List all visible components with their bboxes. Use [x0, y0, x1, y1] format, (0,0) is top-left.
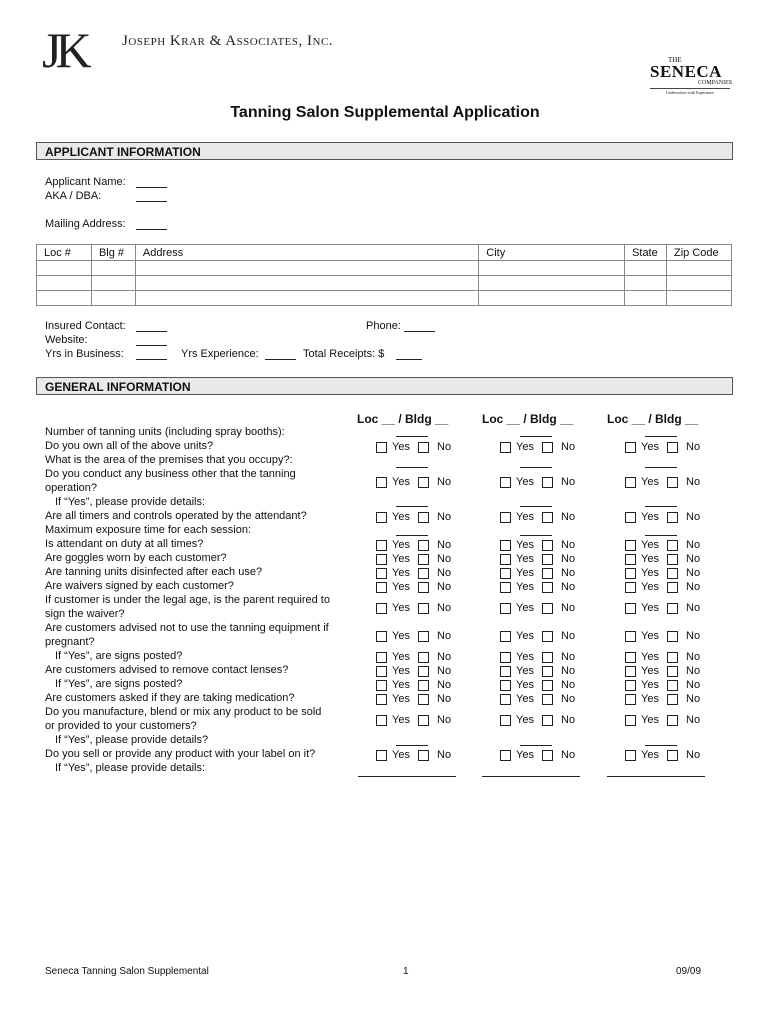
yes-checkbox[interactable] [625, 652, 636, 663]
yes-checkbox[interactable] [376, 680, 387, 691]
no-label: No [561, 441, 576, 453]
col-state: State [625, 245, 667, 261]
footer-left: Seneca Tanning Salon Supplemental [45, 966, 209, 977]
no-checkbox[interactable] [667, 750, 678, 761]
yes-label: Yes [516, 511, 534, 523]
no-checkbox[interactable] [542, 512, 553, 523]
insured-contact-label: Insured Contact: [45, 320, 126, 332]
yes-label: Yes [516, 602, 534, 614]
yes-checkbox[interactable] [376, 442, 387, 453]
no-label: No [686, 630, 701, 642]
answer-line[interactable] [396, 467, 428, 468]
yes-checkbox[interactable] [625, 512, 636, 523]
no-checkbox[interactable] [667, 603, 678, 614]
question-label: or provided to your customers? [45, 720, 197, 732]
yes-checkbox[interactable] [500, 715, 511, 726]
no-checkbox[interactable] [418, 680, 429, 691]
yes-label: Yes [392, 581, 410, 593]
question-label: operation? [45, 482, 97, 494]
yes-label: Yes [516, 476, 534, 488]
yes-checkbox[interactable] [500, 652, 511, 663]
yes-label: Yes [641, 441, 659, 453]
no-checkbox[interactable] [667, 512, 678, 523]
yes-checkbox[interactable] [376, 631, 387, 642]
yrs-experience-label: Yrs Experience: [181, 348, 259, 360]
yes-label: Yes [392, 539, 410, 551]
yes-label: Yes [641, 602, 659, 614]
loc-bldg-header-2: Loc __ / Bldg __ [482, 412, 574, 426]
no-checkbox[interactable] [418, 603, 429, 614]
no-label: No [686, 553, 701, 565]
question-label: Is attendant on duty at all times? [45, 538, 204, 550]
question-label: Are goggles worn by each customer? [45, 552, 227, 564]
no-label: No [686, 679, 701, 691]
yes-label: Yes [516, 679, 534, 691]
loc-bldg-header-1: Loc __ / Bldg __ [357, 412, 449, 426]
no-label: No [686, 511, 701, 523]
no-checkbox[interactable] [667, 652, 678, 663]
yes-checkbox[interactable] [500, 540, 511, 551]
yes-label: Yes [641, 693, 659, 705]
question-label: Do you manufacture, blend or mix any product to be sold [45, 706, 322, 718]
yes-label: Yes [641, 553, 659, 565]
yes-label: Yes [516, 749, 534, 761]
no-checkbox[interactable] [418, 750, 429, 761]
no-checkbox[interactable] [418, 442, 429, 453]
answer-line[interactable] [520, 535, 552, 536]
no-checkbox[interactable] [667, 442, 678, 453]
no-label: No [561, 567, 576, 579]
yes-label: Yes [641, 476, 659, 488]
no-label: No [437, 693, 452, 705]
yes-label: Yes [392, 679, 410, 691]
question-label: pregnant? [45, 636, 95, 648]
aka-label: AKA / DBA: [45, 190, 102, 202]
details-line[interactable] [482, 776, 580, 777]
answer-line[interactable] [520, 467, 552, 468]
no-label: No [437, 581, 452, 593]
no-label: No [561, 476, 576, 488]
no-checkbox[interactable] [667, 477, 678, 488]
no-checkbox[interactable] [418, 512, 429, 523]
yes-checkbox[interactable] [500, 477, 511, 488]
no-checkbox[interactable] [418, 715, 429, 726]
question-label: Maximum exposure time for each session: [45, 524, 252, 536]
yes-checkbox[interactable] [500, 750, 511, 761]
no-checkbox[interactable] [542, 652, 553, 663]
phone-field[interactable] [404, 322, 435, 332]
no-checkbox[interactable] [542, 603, 553, 614]
yes-label: Yes [641, 714, 659, 726]
yrs-experience-field[interactable] [265, 350, 296, 360]
question-label: Do you own all of the above units? [45, 440, 214, 452]
yes-checkbox[interactable] [376, 603, 387, 614]
no-checkbox[interactable] [542, 694, 553, 705]
answer-line[interactable] [645, 535, 677, 536]
no-label: No [437, 679, 452, 691]
col-city: City [479, 245, 625, 261]
yes-label: Yes [392, 476, 410, 488]
applicant-name-label: Applicant Name: [45, 176, 126, 188]
yes-checkbox[interactable] [625, 582, 636, 593]
no-checkbox[interactable] [418, 582, 429, 593]
location-table-header [37, 245, 732, 261]
no-label: No [561, 511, 576, 523]
yes-label: Yes [516, 581, 534, 593]
yes-label: Yes [516, 630, 534, 642]
yes-label: Yes [641, 567, 659, 579]
yes-checkbox[interactable] [625, 666, 636, 677]
yes-label: Yes [516, 567, 534, 579]
yes-checkbox[interactable] [376, 554, 387, 565]
yes-label: Yes [392, 665, 410, 677]
yes-checkbox[interactable] [500, 582, 511, 593]
yes-label: Yes [392, 693, 410, 705]
question-label: Do you sell or provide any product with your label on it? [45, 748, 316, 760]
no-checkbox[interactable] [418, 694, 429, 705]
yes-checkbox[interactable] [625, 477, 636, 488]
yes-checkbox[interactable] [625, 694, 636, 705]
no-label: No [561, 693, 576, 705]
no-label: No [561, 665, 576, 677]
table-row[interactable] [37, 291, 732, 306]
seneca-name: SENECA [650, 62, 722, 81]
no-checkbox[interactable] [542, 582, 553, 593]
question-label: If “Yes”, are signs posted? [55, 650, 183, 662]
yes-checkbox[interactable] [500, 568, 511, 579]
question-label: Are all timers and controls operated by the attendant? [45, 510, 307, 522]
mailing-address-label: Mailing Address: [45, 218, 126, 230]
no-checkbox[interactable] [418, 631, 429, 642]
no-label: No [686, 749, 701, 761]
yes-label: Yes [516, 693, 534, 705]
aka-field[interactable] [136, 192, 167, 202]
yes-label: Yes [392, 511, 410, 523]
yes-label: Yes [641, 679, 659, 691]
no-label: No [561, 749, 576, 761]
no-label: No [686, 665, 701, 677]
footer-date: 09/09 [676, 966, 702, 977]
question-label: What is the area of the premises that you occupy?: [45, 454, 293, 466]
yes-checkbox[interactable] [500, 603, 511, 614]
question-label: If “Yes”, please provide details: [55, 762, 206, 774]
no-label: No [561, 630, 576, 642]
no-checkbox[interactable] [542, 554, 553, 565]
total-receipts-field[interactable] [396, 350, 422, 360]
jk-logo: JK [42, 22, 86, 78]
question-label: Are waivers signed by each customer? [45, 580, 234, 592]
no-checkbox[interactable] [542, 715, 553, 726]
yes-label: Yes [641, 539, 659, 551]
no-checkbox[interactable] [418, 477, 429, 488]
yes-label: Yes [392, 602, 410, 614]
no-label: No [437, 476, 452, 488]
question-label: If customer is under the legal age, is the parent required to [45, 594, 330, 606]
no-label: No [561, 553, 576, 565]
no-label: No [437, 567, 452, 579]
yes-label: Yes [392, 651, 410, 663]
page-title: Tanning Salon Supplemental Application [230, 104, 540, 121]
no-checkbox[interactable] [418, 568, 429, 579]
no-checkbox[interactable] [667, 582, 678, 593]
yes-checkbox[interactable] [625, 680, 636, 691]
yes-checkbox[interactable] [500, 694, 511, 705]
question-label: Are tanning units disinfected after each use? [45, 566, 263, 578]
question-label: If “Yes”, please provide details: [55, 496, 206, 508]
yes-label: Yes [392, 630, 410, 642]
yes-checkbox[interactable] [376, 652, 387, 663]
answer-line[interactable] [645, 745, 677, 746]
question-label: Are customers asked if they are taking medication? [45, 692, 295, 704]
no-label: No [686, 581, 701, 593]
no-checkbox[interactable] [418, 652, 429, 663]
yes-label: Yes [516, 651, 534, 663]
details-line[interactable] [607, 776, 705, 777]
yes-label: Yes [392, 441, 410, 453]
insured-contact-field[interactable] [136, 322, 167, 332]
yes-checkbox[interactable] [625, 442, 636, 453]
col-address: Address [135, 245, 478, 261]
yes-checkbox[interactable] [625, 554, 636, 565]
page-number: 1 [403, 966, 409, 977]
no-checkbox[interactable] [542, 631, 553, 642]
no-checkbox[interactable] [542, 442, 553, 453]
no-label: No [561, 714, 576, 726]
no-label: No [686, 693, 701, 705]
no-checkbox[interactable] [667, 680, 678, 691]
no-label: No [561, 679, 576, 691]
no-checkbox[interactable] [542, 680, 553, 691]
answer-line[interactable] [396, 436, 428, 437]
yes-checkbox[interactable] [376, 582, 387, 593]
company-name: Joseph Krar & Associates, Inc. [122, 33, 334, 49]
loc-bldg-header-3: Loc __ / Bldg __ [607, 412, 699, 426]
seneca-logo [650, 56, 736, 106]
general-section-header: GENERAL INFORMATION [36, 377, 733, 395]
yes-checkbox[interactable] [376, 477, 387, 488]
total-receipts-label: Total Receipts: $ [303, 348, 385, 360]
yes-label: Yes [641, 511, 659, 523]
yes-checkbox[interactable] [376, 512, 387, 523]
yes-checkbox[interactable] [625, 750, 636, 761]
no-label: No [437, 651, 452, 663]
no-label: No [561, 581, 576, 593]
yes-checkbox[interactable] [376, 750, 387, 761]
question-label: Are customers advised to remove contact lenses? [45, 664, 289, 676]
no-label: No [561, 539, 576, 551]
yes-checkbox[interactable] [500, 442, 511, 453]
yes-checkbox[interactable] [376, 666, 387, 677]
location-table [36, 244, 732, 306]
yes-label: Yes [516, 539, 534, 551]
no-label: No [686, 714, 701, 726]
question-label: Are customers advised not to use the tanning equipment if [45, 622, 329, 634]
no-checkbox[interactable] [667, 715, 678, 726]
yes-label: Yes [641, 749, 659, 761]
no-label: No [686, 602, 701, 614]
yes-checkbox[interactable] [625, 603, 636, 614]
answer-line[interactable] [396, 535, 428, 536]
no-checkbox[interactable] [418, 666, 429, 677]
answer-line[interactable] [520, 506, 552, 507]
seneca-the: THE [668, 56, 682, 64]
yes-label: Yes [516, 714, 534, 726]
yes-checkbox[interactable] [625, 540, 636, 551]
no-label: No [437, 553, 452, 565]
no-label: No [686, 441, 701, 453]
table-row[interactable] [37, 276, 732, 291]
col-loc: Loc # [37, 245, 92, 261]
no-label: No [437, 749, 452, 761]
no-label: No [437, 714, 452, 726]
yes-checkbox[interactable] [500, 512, 511, 523]
yes-checkbox[interactable] [376, 715, 387, 726]
yes-label: Yes [516, 553, 534, 565]
website-field[interactable] [136, 336, 167, 346]
answer-line[interactable] [520, 745, 552, 746]
yes-label: Yes [392, 714, 410, 726]
no-checkbox[interactable] [542, 477, 553, 488]
seneca-companies: COMPANIES [698, 80, 733, 86]
yes-checkbox[interactable] [500, 680, 511, 691]
website-label: Website: [45, 334, 88, 346]
no-label: No [686, 539, 701, 551]
no-label: No [437, 602, 452, 614]
question-label: Do you conduct any business other that the tanning [45, 468, 296, 480]
yes-label: Yes [641, 651, 659, 663]
answer-line[interactable] [396, 745, 428, 746]
no-checkbox[interactable] [542, 750, 553, 761]
seneca-tagline: Underwriters with Experience [650, 88, 730, 95]
yes-label: Yes [392, 553, 410, 565]
yes-label: Yes [641, 581, 659, 593]
no-checkbox[interactable] [418, 554, 429, 565]
question-label: If “Yes”, are signs posted? [55, 678, 183, 690]
no-checkbox[interactable] [542, 540, 553, 551]
yes-label: Yes [641, 665, 659, 677]
no-checkbox[interactable] [667, 554, 678, 565]
yes-checkbox[interactable] [376, 540, 387, 551]
no-label: No [437, 539, 452, 551]
no-label: No [686, 476, 701, 488]
no-label: No [686, 651, 701, 663]
question-label: Number of tanning units (including spray booths): [45, 426, 285, 438]
yes-label: Yes [392, 749, 410, 761]
no-label: No [437, 511, 452, 523]
no-label: No [437, 665, 452, 677]
table-row[interactable] [37, 261, 732, 276]
no-label: No [686, 567, 701, 579]
answer-line[interactable] [645, 506, 677, 507]
answer-line[interactable] [520, 436, 552, 437]
no-checkbox[interactable] [542, 568, 553, 579]
yes-label: Yes [516, 665, 534, 677]
yes-label: Yes [516, 441, 534, 453]
no-checkbox[interactable] [542, 666, 553, 677]
no-label: No [437, 441, 452, 453]
answer-line[interactable] [645, 436, 677, 437]
no-checkbox[interactable] [667, 694, 678, 705]
col-zip: Zip Code [667, 245, 732, 261]
no-checkbox[interactable] [418, 540, 429, 551]
yes-checkbox[interactable] [500, 666, 511, 677]
no-checkbox[interactable] [667, 666, 678, 677]
yes-checkbox[interactable] [625, 631, 636, 642]
answer-line[interactable] [396, 506, 428, 507]
yes-label: Yes [392, 567, 410, 579]
yes-checkbox[interactable] [376, 568, 387, 579]
details-line[interactable] [358, 776, 456, 777]
no-label: No [437, 630, 452, 642]
no-label: No [561, 651, 576, 663]
applicant-name-field[interactable] [136, 178, 167, 188]
yes-checkbox[interactable] [500, 631, 511, 642]
yes-checkbox[interactable] [625, 568, 636, 579]
answer-line[interactable] [645, 467, 677, 468]
yes-label: Yes [641, 630, 659, 642]
yrs-business-label: Yrs in Business: [45, 348, 124, 360]
question-label: sign the waiver? [45, 608, 125, 620]
question-label: If “Yes”, please provide details? [55, 734, 209, 746]
yes-checkbox[interactable] [376, 694, 387, 705]
yes-checkbox[interactable] [500, 554, 511, 565]
col-blg: Blg # [91, 245, 135, 261]
yes-checkbox[interactable] [625, 715, 636, 726]
applicant-section-header: APPLICANT INFORMATION [36, 142, 733, 160]
no-checkbox[interactable] [667, 631, 678, 642]
phone-label: Phone: [366, 320, 401, 332]
no-checkbox[interactable] [667, 568, 678, 579]
mailing-address-field[interactable] [136, 220, 167, 230]
yrs-business-field[interactable] [136, 350, 167, 360]
no-checkbox[interactable] [667, 540, 678, 551]
no-label: No [561, 602, 576, 614]
